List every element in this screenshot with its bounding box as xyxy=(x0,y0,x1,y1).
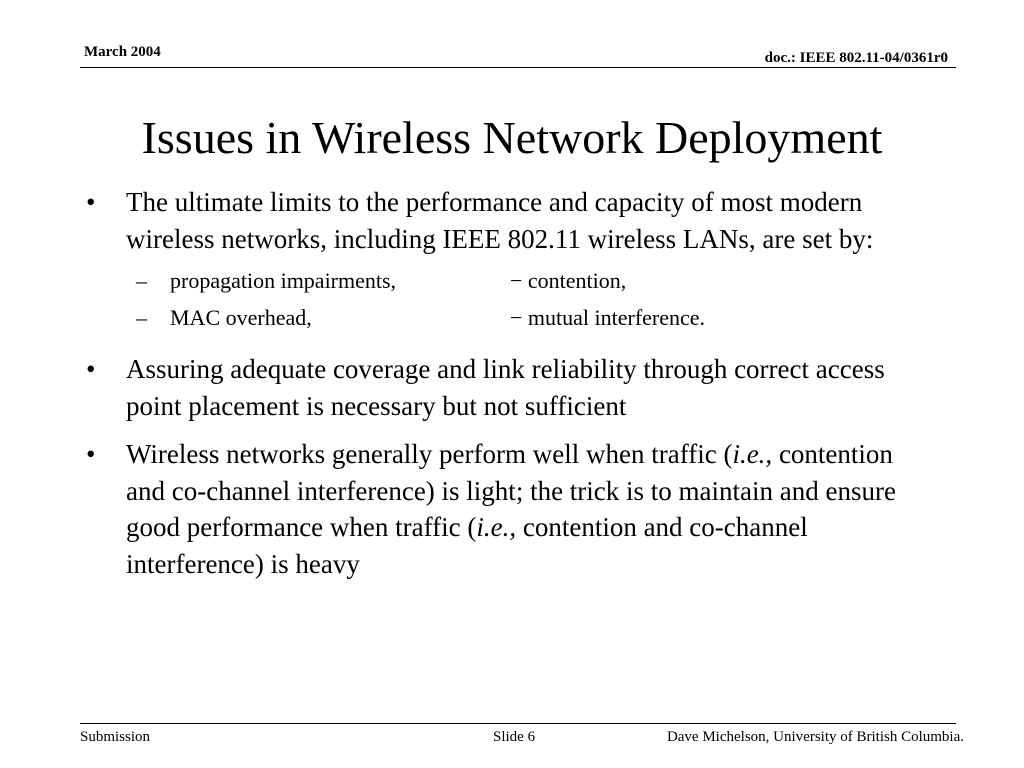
footer-author: Dave Michelson, University of British Columbia. xyxy=(666,729,964,745)
header-date: March 2004 xyxy=(84,44,161,60)
slide-body xyxy=(84,184,904,582)
bullet-text-part: contention and co-channel interference) is heavy xyxy=(126,512,808,579)
bullet-item-2 xyxy=(84,351,904,424)
bullet-item-1 xyxy=(84,184,904,257)
sub-item-left-text: propagation impairments, xyxy=(170,268,397,293)
bullet-icon: • xyxy=(86,439,96,469)
sub-item-left-text: MAC overhead, xyxy=(170,305,312,330)
header-doc-id: doc.: IEEE 802.11-04/0361r0 xyxy=(764,50,948,66)
bullet-text-part: Wireless networks generally perform well when traffic ( xyxy=(126,439,733,469)
footer-slide-number: Slide 6 xyxy=(493,729,536,745)
bullet-text: The ultimate limits to the performance and capacity of most modern wireless networks, including IEEE 802.11 wireless LANs, are set by: xyxy=(126,187,874,254)
bullet-text: Assuring adequate coverage and link reliability through correct access point placement is necessary but not sufficient xyxy=(126,354,885,421)
bullet-icon: • xyxy=(86,187,96,217)
bullet-item-3 xyxy=(84,436,904,582)
dash-icon: – xyxy=(136,268,147,293)
sub-item-right-text: − contention, xyxy=(510,268,627,293)
sub-item-2 xyxy=(84,302,904,339)
dash-icon: – xyxy=(136,305,147,330)
bullet-icon: • xyxy=(86,354,96,384)
bullet-text-part: contention and co-channel interference) is light; the trick is to maintain and ensure good performance when traffic ( xyxy=(126,439,896,542)
header-divider xyxy=(80,67,956,68)
bullet-text xyxy=(126,439,896,579)
sub-item-right-text: − mutual interference. xyxy=(510,305,706,330)
footer-divider xyxy=(80,723,956,724)
footer-submission: Submission xyxy=(80,729,151,745)
slide-title: Issues in Wireless Network Deployment xyxy=(141,112,883,163)
bullet-text-italic: i.e., xyxy=(476,512,517,542)
sub-item-1 xyxy=(84,265,904,302)
bullet-text-italic: i.e., xyxy=(732,439,773,469)
